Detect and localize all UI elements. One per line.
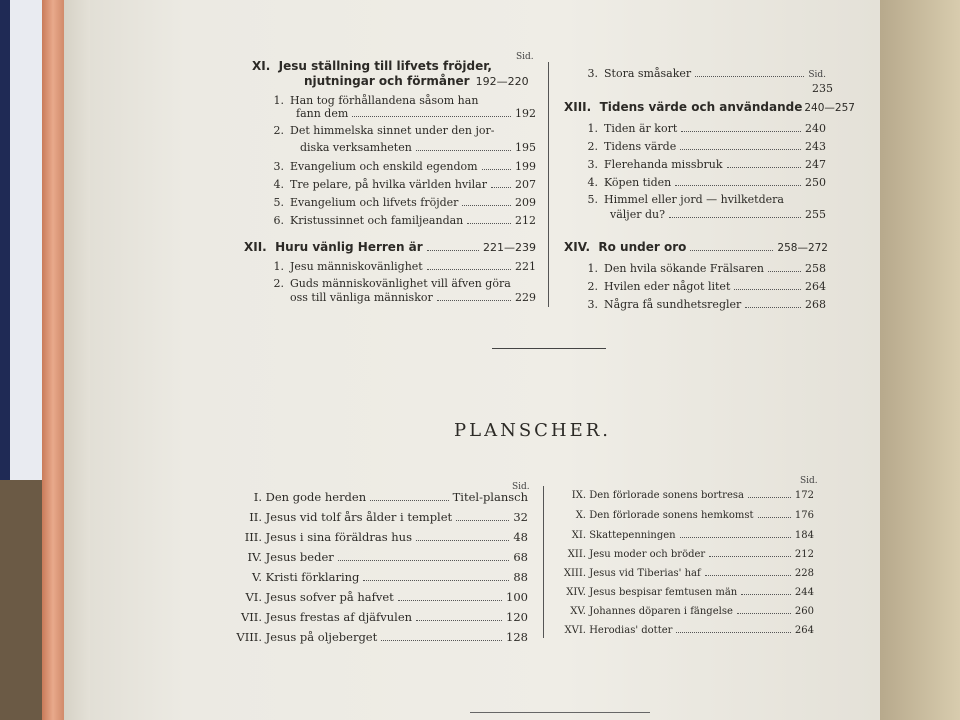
toc-item: 6. Kristussinnet och familjeandan 212 (273, 214, 536, 227)
toc-item: 2. Guds människovänlighet vill äfven göra (273, 277, 511, 290)
toc-item: 1. Den hvila sökande Frälsaren 258 (587, 262, 826, 275)
toc-item-line2: väljer du? 255 (610, 208, 826, 221)
plate-item: VI. Jesus sofver på hafvet 100 (245, 590, 528, 604)
toc-item: 3. Några få sundhetsregler 268 (587, 298, 826, 311)
plate-item: XI. Skattepenningen 184 (571, 530, 814, 541)
toc-item: 3. Evangelium och enskild egendom 199 (273, 160, 536, 173)
section-heading: XII. Huru vänlig Herren är 221—239 (244, 240, 536, 254)
plate-item: XVI. Herodias' dotter 264 (564, 625, 814, 636)
plate-item: X. Den förlorade sonens hemkomst 176 (575, 510, 814, 521)
toc-item: 2. Tidens värde 243 (587, 140, 826, 153)
toc-item-line2: fann dem 192 (296, 107, 536, 120)
toc-item-line2: diska verksamheten 195 (300, 141, 536, 154)
column-divider (548, 62, 549, 307)
page-number: 235 (812, 82, 833, 95)
plate-item: XII. Jesu moder och bröder 212 (567, 549, 814, 560)
toc-item: 5. Evangelium och lifvets fröjder 209 (273, 196, 536, 209)
toc-item: 1. Tiden är kort 240 (587, 122, 826, 135)
sid-label: Sid. (516, 52, 534, 62)
section-title-line2: njutningar och förmåner 192—220 (304, 74, 529, 88)
section-numeral: XI. Jesu ställning till lifvets fröjder, (252, 59, 492, 73)
plate-item: VIII. Jesus på oljeberget 128 (236, 630, 528, 644)
toc-item: 1. Han tog förhållandena såsom han (273, 94, 479, 107)
plate-item: XIII. Jesus vid Tiberias' haf 228 (563, 568, 814, 579)
ornament-rule (470, 712, 650, 713)
column-divider (543, 486, 544, 638)
sid-label: Sid. (800, 476, 818, 486)
section-separator (492, 348, 606, 349)
toc-item: 5. Himmel eller jord — hvilketdera (587, 193, 784, 206)
plate-item: IX. Den förlorade sonens bortresa 172 (571, 490, 814, 501)
section-heading: XIV. Ro under oro 258—272 (564, 240, 828, 254)
plate-item: IV. Jesus beder 68 (247, 550, 528, 564)
plate-item: XIV. Jesus bespisar femtusen män 244 (566, 587, 814, 598)
plate-item: II. Jesus vid tolf års ålder i templet 32 (249, 510, 528, 524)
plate-item: I. Den gode herden Titel-plansch (253, 490, 528, 504)
toc-item: 3. Stora småsaker Sid. (587, 67, 826, 80)
book-binding (42, 0, 64, 720)
toc-item: 2. Det himmelska sinnet under den jor- (273, 124, 495, 137)
toc-item-line2: oss till vänliga människor 229 (290, 291, 536, 304)
sid-label: Sid. (512, 482, 530, 492)
toc-item: 4. Tre pelare, på hvilka världen hvilar 207 (273, 178, 536, 191)
plate-item: XV. Johannes döparen i fängelse 260 (570, 606, 814, 617)
adjacent-book-spine (0, 0, 10, 480)
plate-item: VII. Jesus frestas af djäfvulen 120 (240, 610, 528, 624)
toc-item: 2. Hvilen eder något litet 264 (587, 280, 826, 293)
plate-item: V. Kristi förklaring 88 (252, 570, 528, 584)
toc-item: 3. Flerehanda missbruk 247 (587, 158, 826, 171)
plates-title: PLANSCHER. (454, 420, 612, 441)
plate-item: III. Jesus i sina föräldras hus 48 (244, 530, 528, 544)
table-surface (880, 0, 960, 720)
toc-item: 1. Jesu människovänlighet 221 (273, 260, 536, 273)
section-heading: XIII. Tidens värde och användande 240—257 (564, 100, 855, 114)
toc-item: 4. Köpen tiden 250 (587, 176, 826, 189)
